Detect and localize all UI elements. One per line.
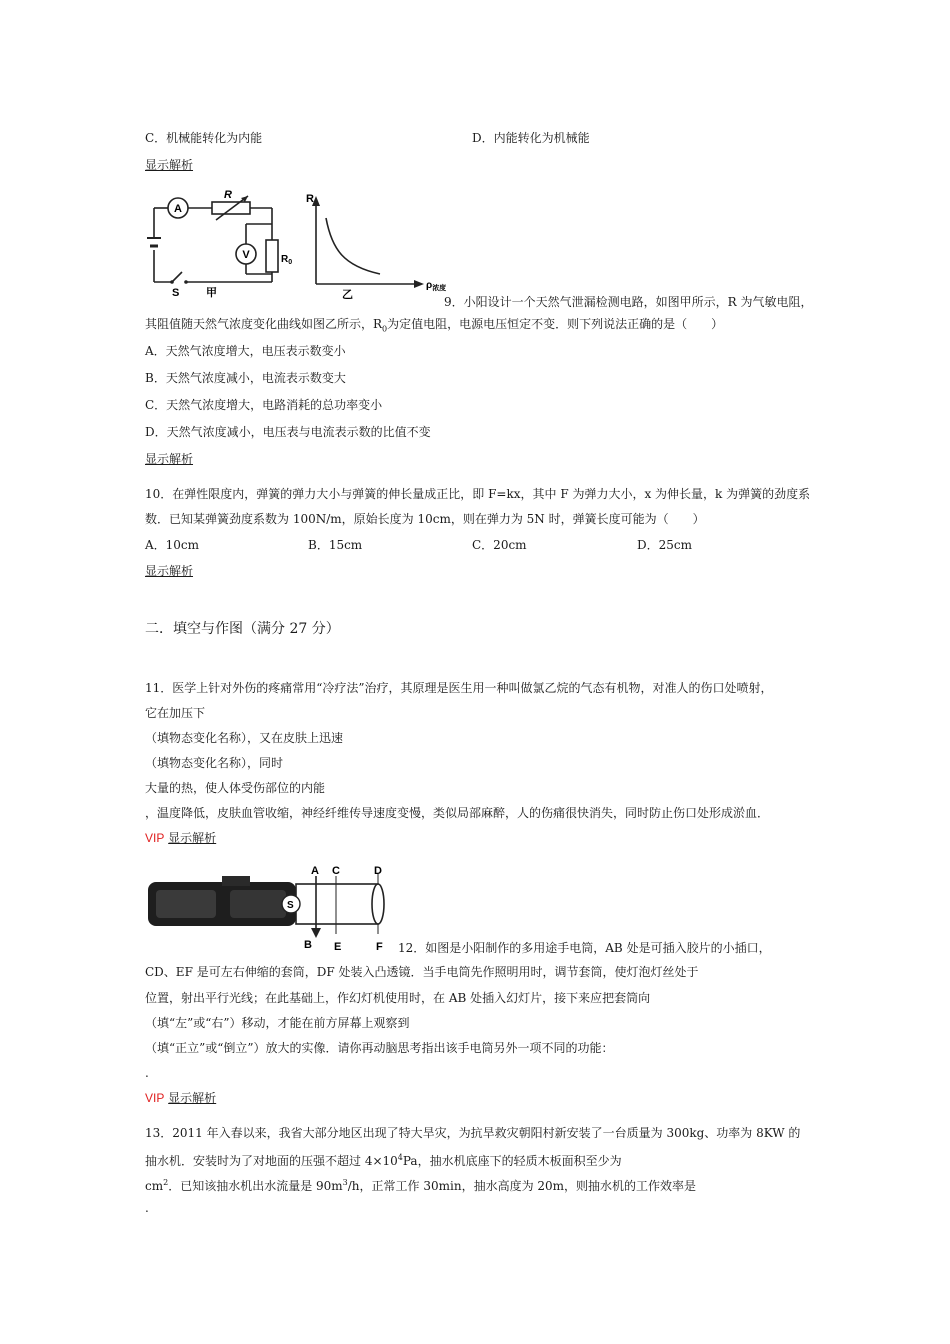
q9-option-c: C．天然气浓度增大，电路消耗的总功率变小 — [145, 398, 383, 412]
label-d: D — [374, 865, 382, 877]
q9-option-b: B．天然气浓度减小，电流表示数变大 — [145, 371, 346, 385]
voltmeter-label: V — [242, 249, 250, 261]
q9-circuit-diagram — [146, 190, 306, 302]
q8-option-d: D．内能转化为机械能 — [472, 131, 590, 145]
q12-analysis-row — [145, 1090, 216, 1106]
q11-analysis-row — [145, 830, 216, 846]
q13-stem-line-4: . — [145, 1201, 149, 1215]
figure-jia-label: 甲 — [206, 287, 217, 299]
q10-option-b: B．15cm — [308, 538, 363, 552]
label-f: F — [376, 941, 383, 952]
variable-resistor-label: R — [224, 190, 232, 201]
q9-stem-line-2: 其阻值随天然气浓度变化曲线如图乙所示，$R_0$为定值电阻，电源电压恒定不变．则下列说法正确的是（ ） — [145, 317, 724, 334]
label-b: B — [304, 939, 312, 951]
q13-stem-line-1: 13．2011 年入春以来，我省大部分地区出现了特大旱灾，为抗旱救灾朝阳村新安装了一台质量为 300kg、功率为 8KW 的 — [145, 1126, 801, 1140]
vip-badge: VIP — [145, 831, 165, 845]
q12-stem-line-5: （填“正立”或“倒立”）放大的实像．请你再动脑思考指出该手电筒另外一项不同的功能： — [145, 1041, 614, 1055]
q11-stem-line-5: 大量的热，使人体受伤部位的内能 — [145, 781, 326, 795]
section-2-heading: 二．填空与作图（满分 27 分） — [145, 621, 340, 637]
q13-stem-line-3: $cm^2$．已知该抽水机出水流量是 $90m^3/h$，正常工作 30min，抽水高度为 20m，则抽水机的工作效率是 — [145, 1178, 697, 1193]
label-c: C — [332, 865, 340, 877]
q11-show-analysis-link[interactable]: 显示解析 — [168, 831, 217, 845]
q12-stem-line-1: 12．如图是小阳制作的多用途手电筒，AB 处是可插入胶片的小插口， — [398, 941, 771, 955]
q8-show-analysis-link[interactable]: 显示解析 — [145, 158, 194, 172]
ammeter-label: A — [174, 203, 182, 215]
q10-option-a: A．10cm — [145, 538, 200, 552]
q12-stem-line-3: 位置，射出平行光线；在此基础上，作幻灯机使用时，在 AB 处插入幻灯片，接下来应把套筒向 — [145, 991, 651, 1005]
label-e: E — [334, 941, 342, 952]
q11-stem-line-2: 它在加压下 — [145, 706, 206, 720]
q10-option-d: D．25cm — [637, 538, 692, 552]
q11-stem-line-3: （填物态变化名称），又在皮肤上迅速 — [145, 731, 344, 745]
q10-stem-line-2: 数．已知某弹簧劲度系数为 100N/m，原始长度为 10cm，则在弹力为 5N 时，弹簧长度可能为（ ） — [145, 512, 705, 526]
q10-stem-line-1: 10．在弹性限度内，弹簧的弹力大小与弹簧的伸长量成正比，即 F=kx，其中 F 为弹力大小，x 为伸长量，k 为弹簧的劲度系 — [145, 487, 811, 501]
q11-stem-line-6: ，温度降低，皮肤血管收缩，神经纤维传导速度变慢，类似局部麻醉，人的伤痛很快消失，同时防止伤口处形成淤血． — [145, 806, 770, 820]
q9-resistance-concentration-graph — [304, 190, 454, 302]
q8-option-c: C．机械能转化为内能 — [145, 131, 263, 145]
q11-stem-line-4: （填物态变化名称），同时 — [145, 756, 284, 770]
q12-show-analysis-link[interactable]: 显示解析 — [168, 1091, 217, 1105]
q9-option-d: D．天然气浓度减小，电压表与电流表示数的比值不变 — [145, 425, 431, 439]
q9-show-analysis-link[interactable]: 显示解析 — [145, 452, 194, 466]
label-a: A — [311, 865, 319, 877]
switch-label: S — [172, 287, 180, 299]
q9-stem-line-1: 9．小阳设计一个天然气泄漏检测电路，如图甲所示，R 为气敏电阻， — [444, 295, 813, 309]
vip-badge: VIP — [145, 1091, 165, 1105]
q9-option-a: A．天然气浓度增大，电压表示数变小 — [145, 344, 346, 358]
q10-show-analysis-link[interactable]: 显示解析 — [145, 564, 194, 578]
q10-option-c: C．20cm — [472, 538, 527, 552]
q12-stem-line-4: （填“左”或“右”）移动，才能在前方屏幕上观察到 — [145, 1016, 410, 1030]
graph-axis-r: R — [306, 193, 314, 205]
graph-axis-rho: $\rho_{浓度}$ — [426, 280, 447, 292]
q11-stem-line-1: 11．医学上针对外伤的疼痛常用“冷疗法”治疗，其原理是医生用一种叫做氯乙烷的气态有机物，对准人的伤口处喷射， — [145, 681, 773, 695]
q12-flashlight-diagram — [146, 862, 394, 952]
graph-yi-label: 乙 — [342, 289, 353, 301]
r0-label: $R_0$ — [281, 254, 293, 266]
q12-stem-line-2: CD、EF 是可左右伸缩的套筒，DF 处装入凸透镜．当手电筒先作照明用时，调节套筒，使灯泡灯丝处于 — [145, 965, 699, 979]
q12-stem-line-6: . — [145, 1066, 149, 1080]
q13-stem-line-2: 抽水机．安装时为了对地面的压强不超过 $4\times 10^4Pa$，抽水机底座下的轻质木板面积至少为 — [145, 1153, 622, 1168]
label-s: S — [287, 900, 294, 911]
